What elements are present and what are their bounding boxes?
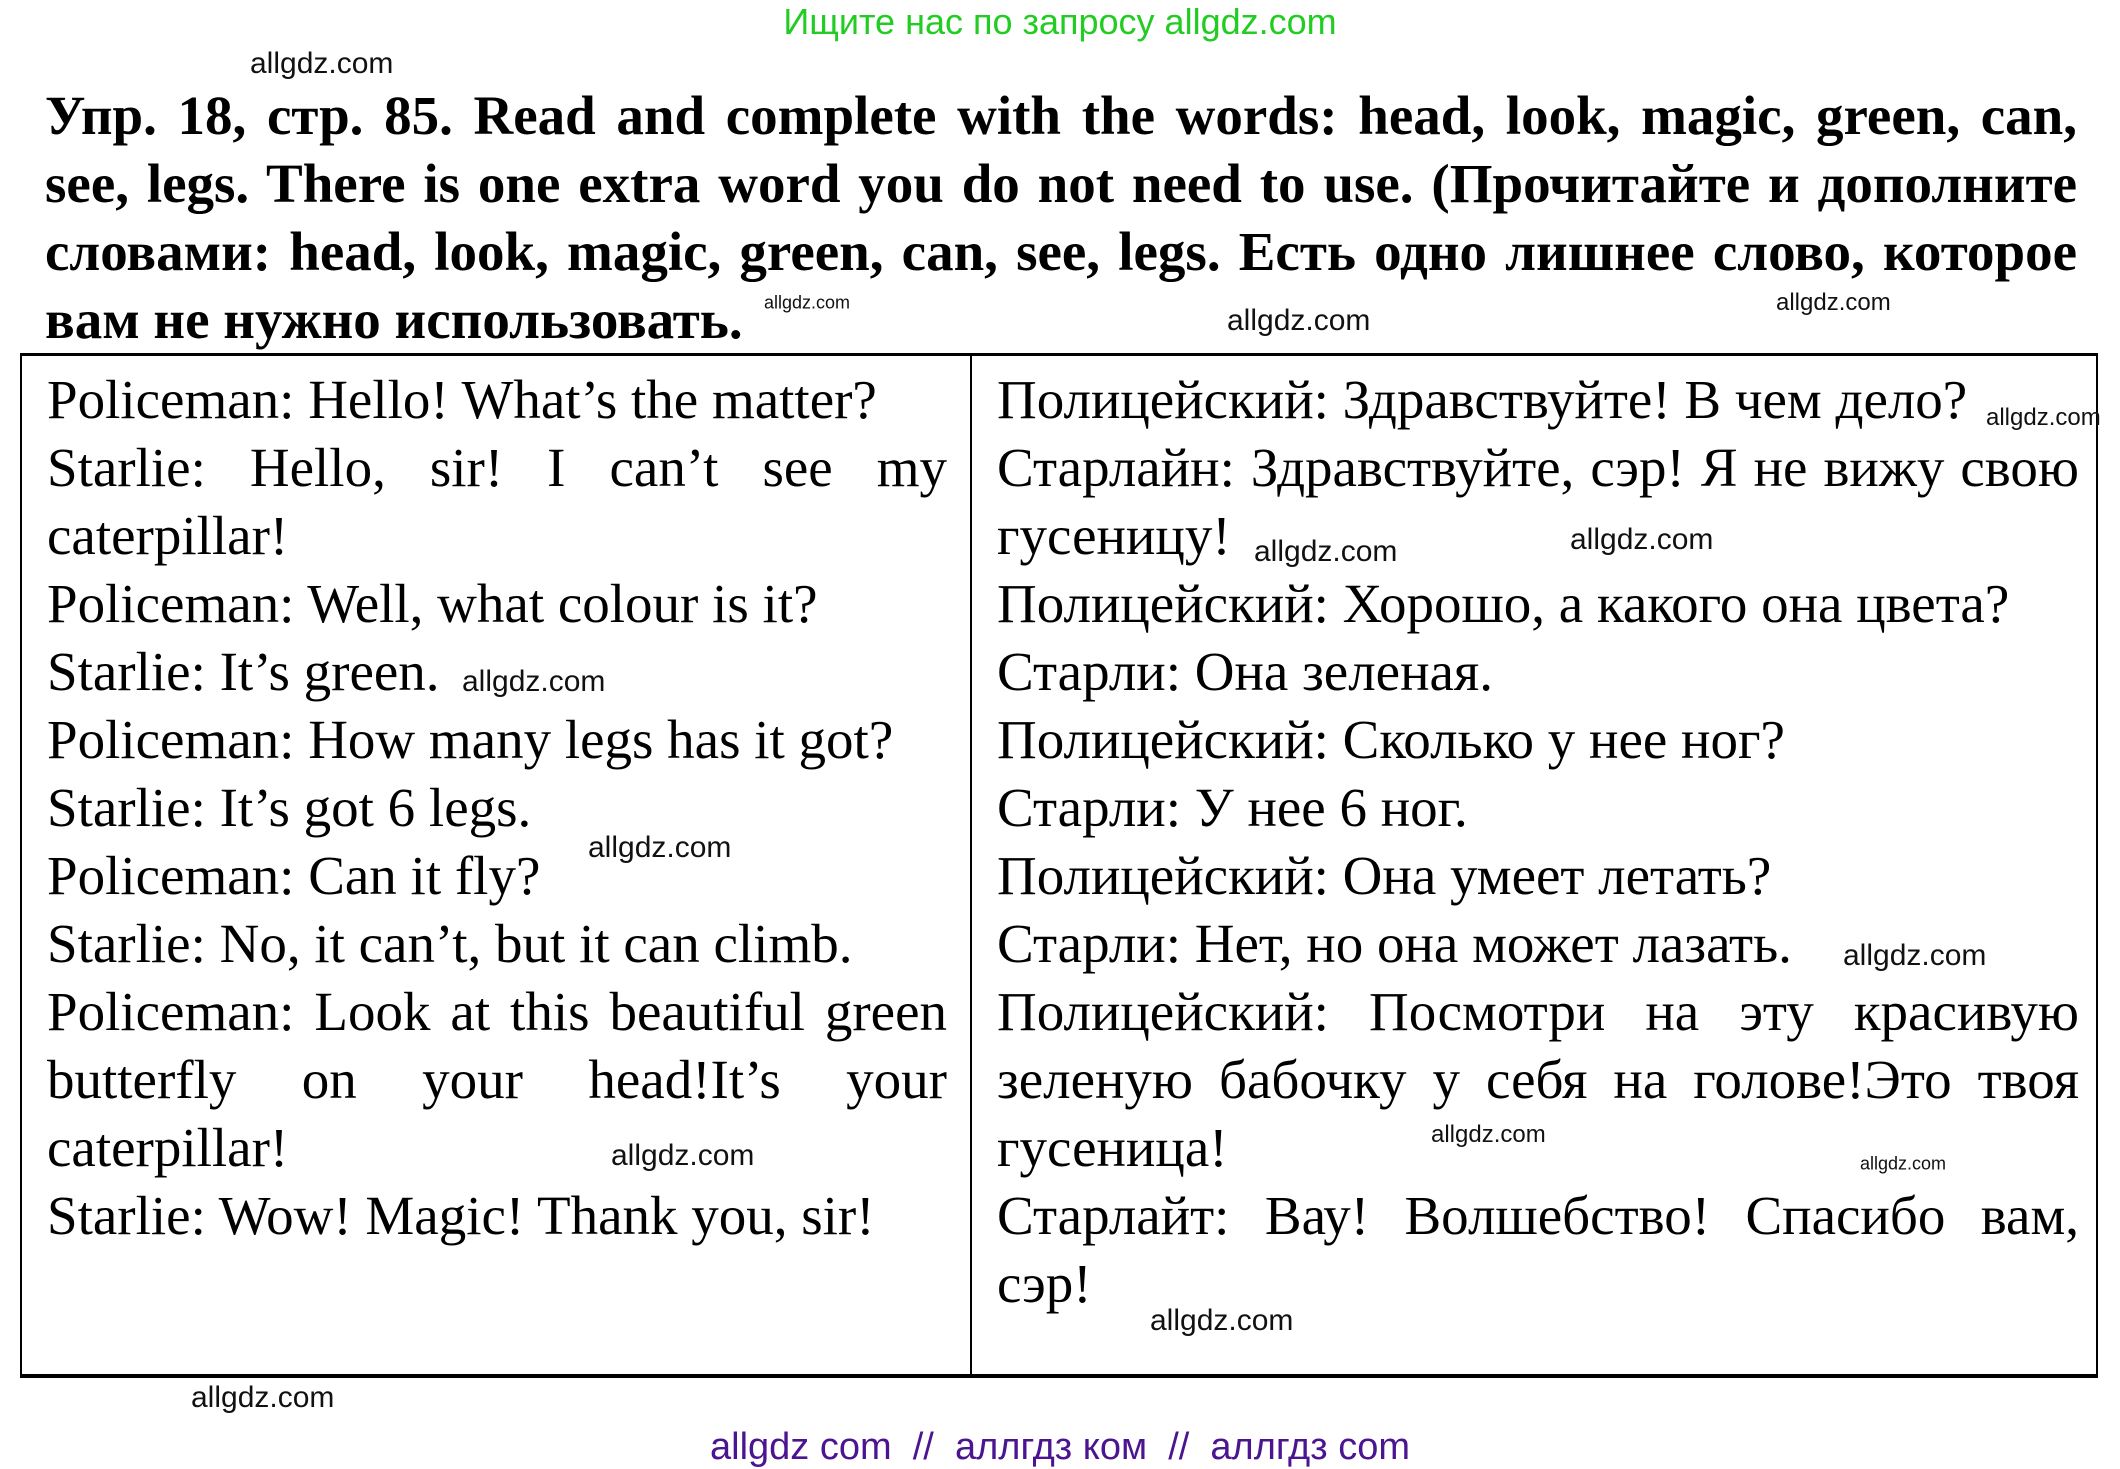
dialogue-line-en: Starlie: No, it can’t, but it can climb. bbox=[47, 913, 853, 974]
watermark: allgdz.com bbox=[588, 831, 732, 864]
watermark: allgdz.com bbox=[191, 1381, 335, 1414]
watermark: allgdz.com bbox=[1254, 535, 1398, 568]
dialogue-line-ru: Старли: У нее 6 ног. bbox=[997, 777, 1468, 838]
dialogue-line-en: Starlie: It’s green. bbox=[47, 641, 440, 702]
dialogue-line-en: Starlie: Wow! Magic! Thank you, sir! bbox=[47, 1185, 875, 1246]
top-banner: Ищите нас по запросу allgdz.com bbox=[783, 1, 1337, 42]
dialogue-line-ru: Старли: Нет, но она может лазать. bbox=[997, 913, 1792, 974]
dialogue-line-en: Starlie: Hello, sir! I can’t see my caterpillar! bbox=[47, 437, 947, 566]
dialogue-line-ru: Полицейский: Сколько у нее ног? bbox=[997, 709, 1785, 770]
exercise-title: Упр. 18, стр. 85. Read and complete with the words: head, look, magic, green, can, see, legs. There is one extra word you do not need to use. (Прочитайте и дополните словами: head, look, magic, green, can, see, legs. Есть одно лишнее слово, которое вам не нужно использовать. bbox=[45, 85, 2077, 350]
dialogue-line-ru: Полицейский: Посмотри на эту красивую зеленую бабочку у себя на голове!Это твоя гусеница! bbox=[997, 981, 2079, 1178]
dialogue-line-ru: Старлайн: Здравствуйте, сэр! Я не вижу свою гусеницу! bbox=[997, 437, 2079, 566]
watermark: allgdz.com bbox=[1150, 1304, 1294, 1337]
dialogue-line-ru: Старли: Она зеленая. bbox=[997, 641, 1493, 702]
dialogue-line-ru: Полицейский: Хорошо, а какого она цвета? bbox=[997, 573, 2010, 634]
russian-column bbox=[997, 366, 2079, 1318]
watermark: allgdz.com bbox=[462, 665, 606, 698]
dialogue-line-ru: Полицейский: Здравствуйте! В чем дело? bbox=[997, 369, 1968, 430]
watermark: allgdz.com bbox=[1843, 939, 1987, 972]
dialogue-line-ru: Старлайт: Вау! Волшебство! Спасибо вам, сэр! bbox=[997, 1185, 2079, 1314]
watermark: allgdz.com bbox=[1776, 289, 1891, 316]
dialogue-line-en: Policeman: How many legs has it got? bbox=[47, 709, 894, 770]
watermark: allgdz.com bbox=[1431, 1121, 1546, 1148]
footer-links: allgdz com // аллгдз ком // аллгдз com bbox=[710, 1426, 1410, 1468]
dialogue-line-ru: Полицейский: Она умеет летать? bbox=[997, 845, 1772, 906]
watermark: allgdz.com bbox=[764, 292, 851, 313]
dialogue-table bbox=[20, 353, 2098, 1378]
dialogue-line-en: Policeman: Can it fly? bbox=[47, 845, 541, 906]
watermark: allgdz.com bbox=[1860, 1153, 1947, 1174]
watermark: allgdz.com bbox=[1227, 304, 1371, 337]
watermark: allgdz.com bbox=[1986, 404, 2101, 431]
english-column bbox=[47, 366, 947, 1250]
watermark: allgdz.com bbox=[250, 47, 394, 80]
watermark: allgdz.com bbox=[611, 1139, 755, 1172]
column-divider bbox=[970, 356, 972, 1374]
watermark: allgdz.com bbox=[1570, 523, 1714, 556]
dialogue-line-en: Policeman: Well, what colour is it? bbox=[47, 573, 818, 634]
dialogue-line-en: Policeman: Look at this beautiful green butterfly on your head!It’s your caterpillar! bbox=[47, 981, 947, 1178]
dialogue-line-en: Starlie: It’s got 6 legs. bbox=[47, 777, 532, 838]
dialogue-line-en: Policeman: Hello! What’s the matter? bbox=[47, 369, 877, 430]
